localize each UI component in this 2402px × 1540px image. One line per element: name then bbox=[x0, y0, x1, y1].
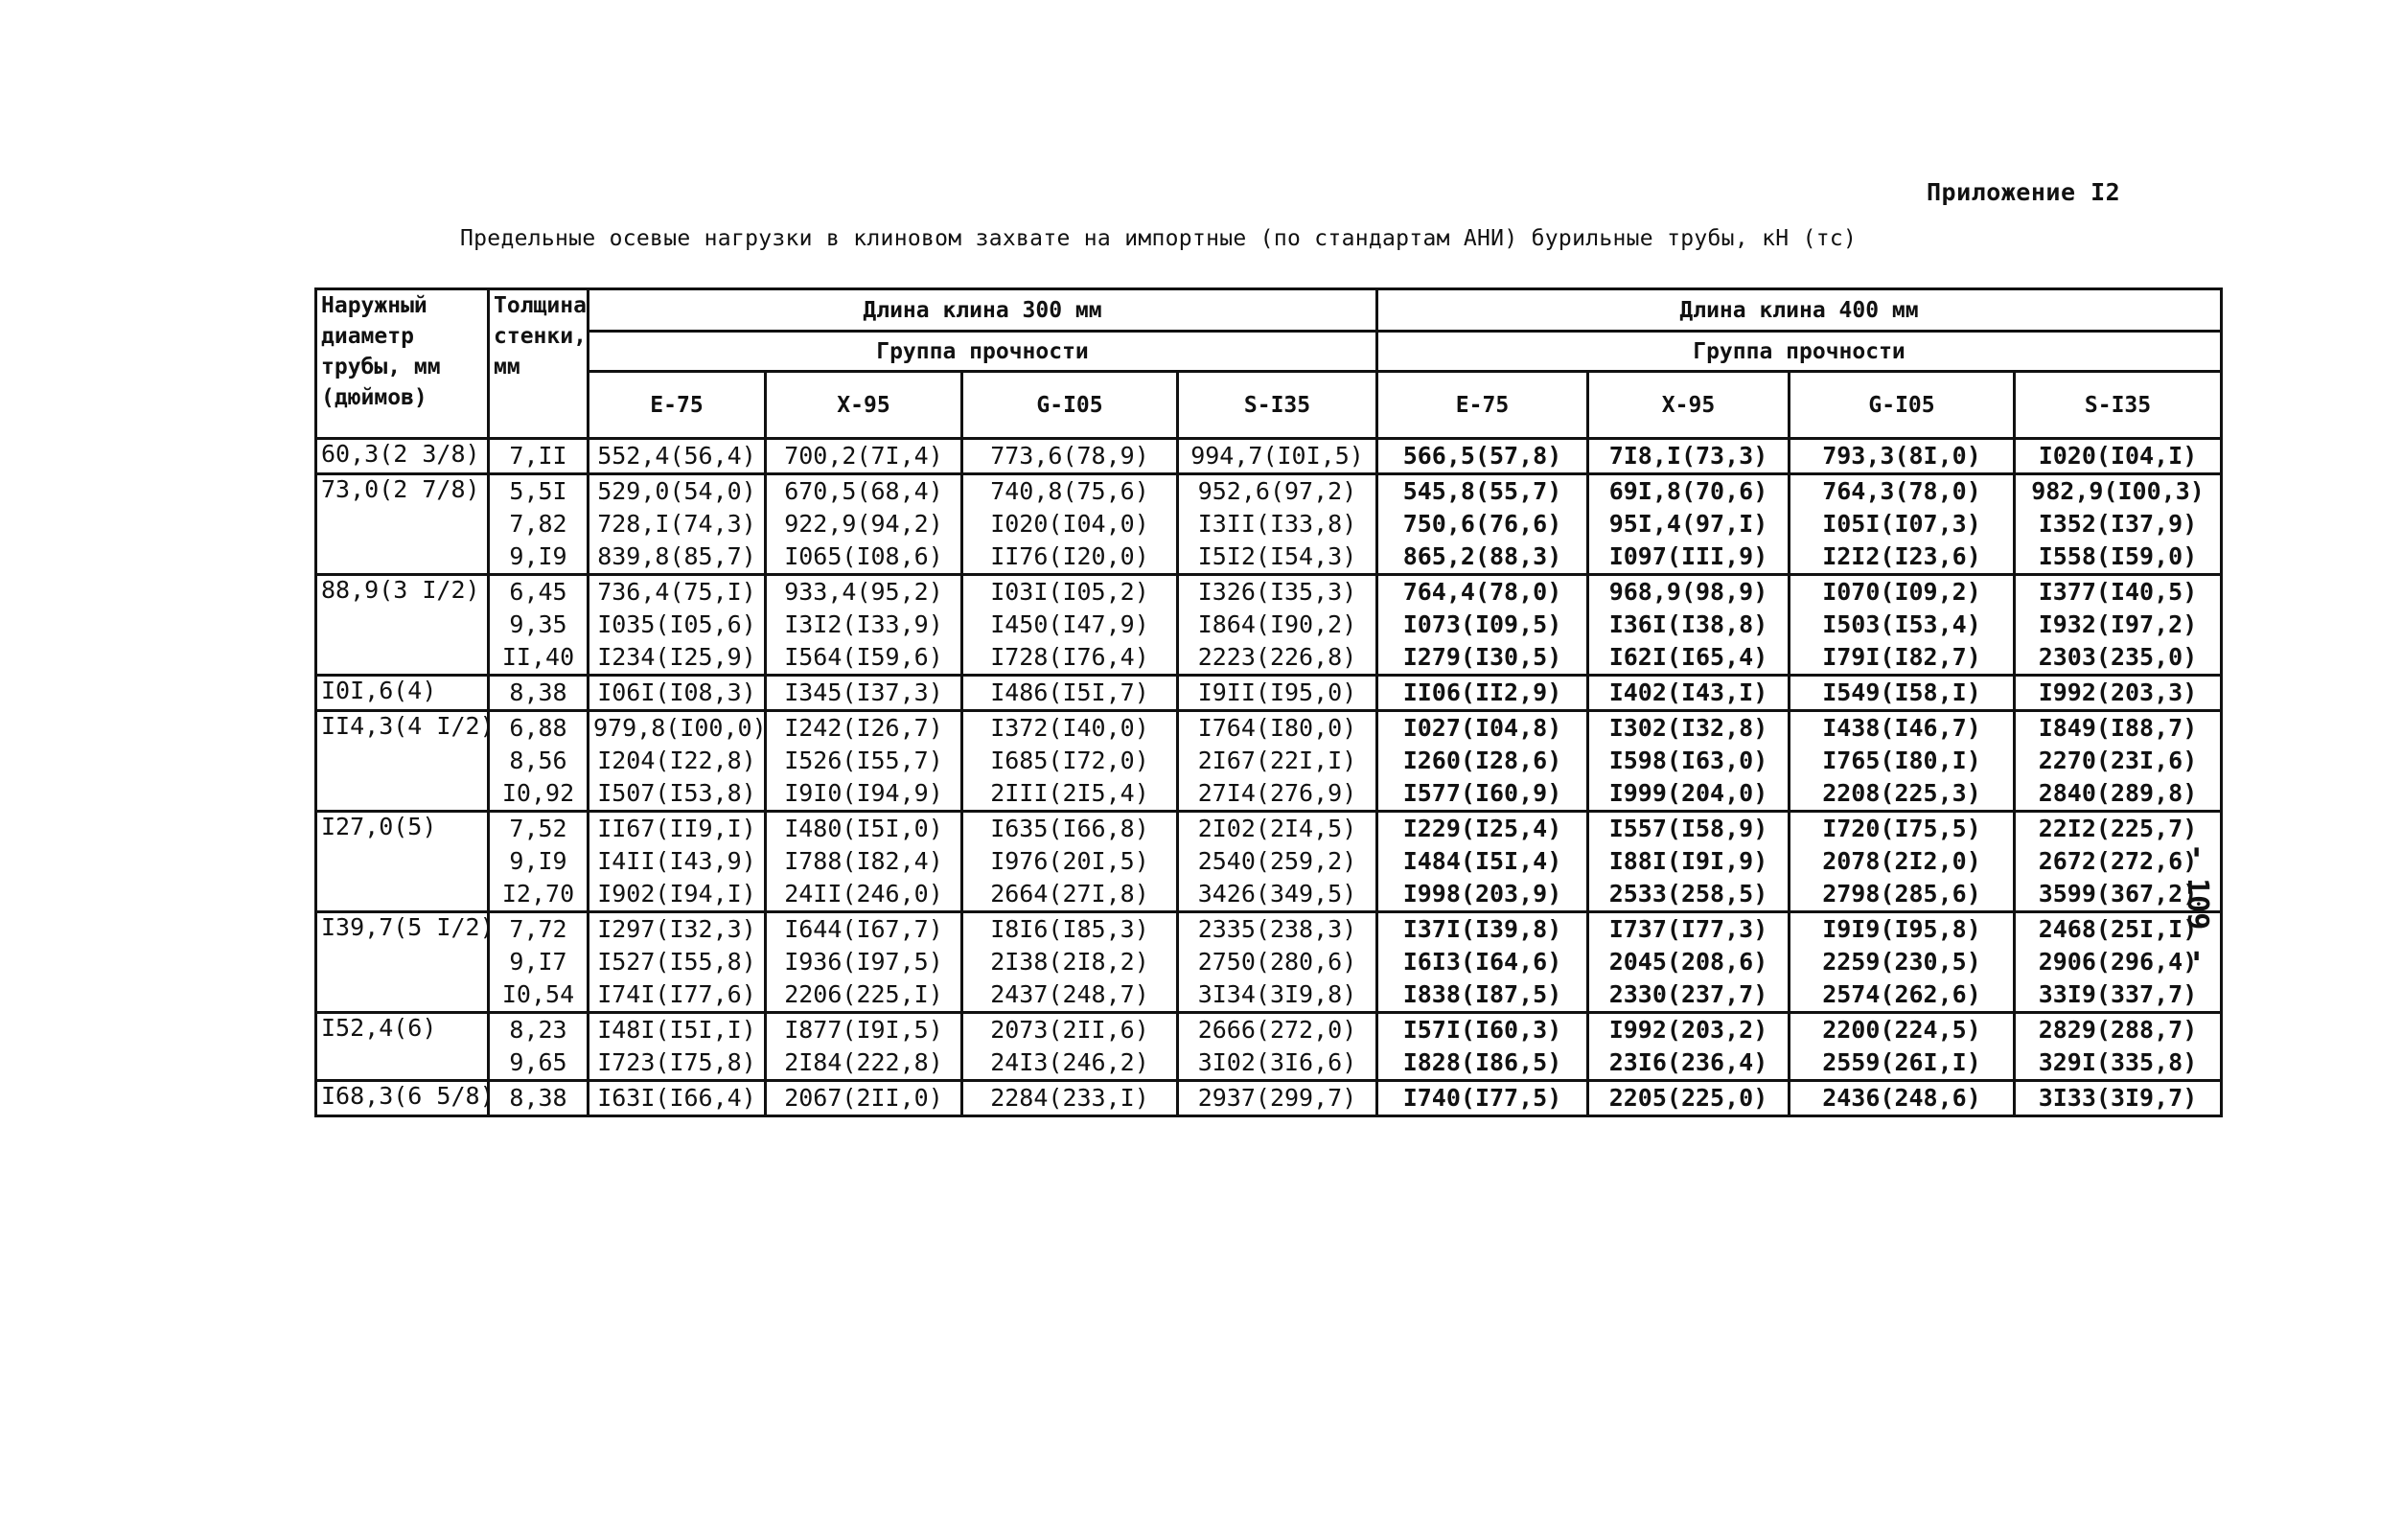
load-value: I507(I53,8) bbox=[597, 779, 756, 807]
load-value: I020(I04,0) bbox=[990, 510, 1149, 538]
load-value-cell bbox=[766, 676, 962, 711]
load-value: I503(I53,4) bbox=[1822, 610, 1981, 638]
load-value-cell bbox=[2015, 1013, 2222, 1081]
appendix-label: Приложение I2 bbox=[1927, 178, 2121, 206]
load-value: 329I(335,8) bbox=[2038, 1048, 2198, 1076]
load-value-cell bbox=[1178, 912, 1377, 1013]
load-value: I05I(I07,3) bbox=[1822, 510, 1981, 538]
load-value: I48I(I5I,I) bbox=[597, 1016, 756, 1044]
load-value: 2559(26I,I) bbox=[1822, 1048, 1981, 1076]
load-value-cell bbox=[1588, 912, 1790, 1013]
wall-thickness-cell bbox=[489, 812, 589, 912]
load-table bbox=[314, 287, 2223, 1117]
load-value: I352(I37,9) bbox=[2038, 510, 2198, 538]
load-value: 2078(2I2,0) bbox=[1822, 847, 1981, 875]
load-value: 2200(224,5) bbox=[1822, 1016, 1981, 1044]
load-value: I62I(I65,4) bbox=[1608, 643, 1768, 671]
load-value: 2073(2II,6) bbox=[990, 1016, 1149, 1044]
load-value: I728(I76,4) bbox=[990, 643, 1149, 671]
load-value: 764,4(78,0) bbox=[1402, 578, 1562, 606]
load-value: I204(I22,8) bbox=[597, 747, 756, 774]
load-value: II67(II9,I) bbox=[597, 815, 756, 842]
load-value: I999(204,0) bbox=[1608, 779, 1768, 807]
load-value-cell bbox=[962, 912, 1178, 1013]
load-value: 2I38(2I8,2) bbox=[990, 948, 1149, 976]
load-value: 740,8(75,6) bbox=[990, 477, 1149, 505]
table-row bbox=[316, 1013, 2222, 1081]
load-value: I438(I46,7) bbox=[1822, 714, 1981, 742]
load-value: I3I2(I33,9) bbox=[784, 610, 943, 638]
load-value: 670,5(68,4) bbox=[784, 477, 943, 505]
load-value-cell bbox=[589, 676, 766, 711]
load-value-cell bbox=[1588, 1081, 1790, 1116]
load-value: I06I(I08,3) bbox=[597, 678, 756, 706]
load-value-cell bbox=[1790, 575, 2015, 676]
wall-thickness-value: 9,I9 bbox=[509, 542, 567, 570]
wall-thickness-value: 6,45 bbox=[509, 578, 567, 606]
load-value: 2750(280,6) bbox=[1197, 948, 1357, 976]
load-value: 22I2(225,7) bbox=[2038, 815, 2198, 842]
load-value-cell bbox=[1588, 575, 1790, 676]
wall-thickness-value: 8,56 bbox=[509, 747, 567, 774]
load-value: 27I4(276,9) bbox=[1197, 779, 1357, 807]
wall-thickness-cell bbox=[489, 439, 589, 474]
load-value: 2540(259,2) bbox=[1197, 847, 1357, 875]
load-value-cell bbox=[1178, 1081, 1377, 1116]
load-value-cell bbox=[2015, 676, 2222, 711]
load-value-cell bbox=[1178, 812, 1377, 912]
load-value-cell bbox=[1790, 1081, 2015, 1116]
load-value: I377(I40,5) bbox=[2038, 578, 2198, 606]
table-row bbox=[316, 439, 2222, 474]
load-value: I9I0(I94,9) bbox=[784, 779, 943, 807]
load-value: 23I6(236,4) bbox=[1608, 1048, 1768, 1076]
load-value: I2I2(I23,6) bbox=[1822, 542, 1981, 570]
wall-thickness-value: 8,38 bbox=[509, 678, 567, 706]
load-value: I36I(I38,8) bbox=[1608, 610, 1768, 638]
wall-thickness-value: 6,88 bbox=[509, 714, 567, 742]
table-row bbox=[316, 912, 2222, 1013]
load-value: 933,4(95,2) bbox=[784, 578, 943, 606]
load-value: 566,5(57,8) bbox=[1402, 442, 1562, 470]
load-value: 968,9(98,9) bbox=[1608, 578, 1768, 606]
wall-thickness-value: 7,II bbox=[509, 442, 567, 470]
load-value-cell bbox=[766, 812, 962, 912]
load-value-cell bbox=[1588, 812, 1790, 912]
wall-thickness-value: 9,I9 bbox=[509, 847, 567, 875]
load-value: 736,4(75,I) bbox=[597, 578, 756, 606]
pipe-diameter-cell: 73,0(2 7/8) bbox=[316, 474, 489, 575]
load-value-cell bbox=[1790, 912, 2015, 1013]
load-value-cell bbox=[766, 1013, 962, 1081]
load-value: I402(I43,I) bbox=[1608, 678, 1768, 706]
load-value: II76(I20,0) bbox=[990, 542, 1149, 570]
load-value: 552,4(56,4) bbox=[597, 442, 756, 470]
table-title: Предельные осевые нагрузки в клиновом захвате на импортные (по стандартам АНИ) бурильные трубы, кН (тс) bbox=[460, 226, 1858, 251]
load-value: 2437(248,7) bbox=[990, 980, 1149, 1008]
load-value: I3II(I33,8) bbox=[1197, 510, 1357, 538]
load-value: 750,6(76,6) bbox=[1402, 510, 1562, 538]
load-value: 839,8(85,7) bbox=[597, 542, 756, 570]
load-value: 2045(208,6) bbox=[1608, 948, 1768, 976]
pipe-diameter-cell: I52,4(6) bbox=[316, 1013, 489, 1081]
load-value: I635(I66,8) bbox=[990, 815, 1149, 842]
header-strength-group-400: Группа прочности bbox=[1377, 332, 2222, 372]
load-value-cell bbox=[962, 812, 1178, 912]
grade-header: Х-95 bbox=[1588, 372, 1790, 439]
load-value: 773,6(78,9) bbox=[990, 442, 1149, 470]
wall-thickness-value: 7,72 bbox=[509, 915, 567, 943]
load-value: 700,2(7I,4) bbox=[784, 442, 943, 470]
load-value: I9II(I95,0) bbox=[1197, 678, 1357, 706]
load-value-cell bbox=[766, 474, 962, 575]
load-value: I065(I08,6) bbox=[784, 542, 943, 570]
load-value-cell bbox=[1588, 1013, 1790, 1081]
load-value-cell bbox=[962, 474, 1178, 575]
wall-thickness-cell bbox=[489, 711, 589, 812]
load-value-cell bbox=[766, 575, 962, 676]
load-value: 3426(349,5) bbox=[1197, 880, 1357, 908]
load-value: I326(I35,3) bbox=[1197, 578, 1357, 606]
load-value-cell bbox=[1377, 1013, 1588, 1081]
load-value: I480(I5I,0) bbox=[784, 815, 943, 842]
load-value-cell bbox=[766, 439, 962, 474]
load-value: I976(20I,5) bbox=[990, 847, 1149, 875]
load-value-cell bbox=[1588, 474, 1790, 575]
load-value: I372(I40,0) bbox=[990, 714, 1149, 742]
load-value-cell bbox=[962, 676, 1178, 711]
load-value-cell bbox=[1790, 812, 2015, 912]
load-value: I828(I86,5) bbox=[1402, 1048, 1562, 1076]
load-value: 2III(2I5,4) bbox=[990, 779, 1149, 807]
load-value: I302(I32,8) bbox=[1608, 714, 1768, 742]
load-value-cell bbox=[2015, 711, 2222, 812]
table-row bbox=[316, 676, 2222, 711]
load-value-cell bbox=[1790, 474, 2015, 575]
page-number: - 109 - bbox=[2181, 843, 2214, 965]
header-wedge-300: Длина клина 300 мм bbox=[589, 289, 1377, 332]
load-value-cell bbox=[1377, 812, 1588, 912]
load-value: I450(I47,9) bbox=[990, 610, 1149, 638]
load-value-cell bbox=[1790, 711, 2015, 812]
load-value-cell bbox=[1178, 575, 1377, 676]
load-value: 2672(272,6) bbox=[2038, 847, 2198, 875]
load-value: 2270(23I,6) bbox=[2038, 747, 2198, 774]
load-value: I242(I26,7) bbox=[784, 714, 943, 742]
load-value: 2303(235,0) bbox=[2038, 643, 2198, 671]
load-value-cell bbox=[1377, 575, 1588, 676]
load-value-cell bbox=[1790, 1013, 2015, 1081]
load-value-cell bbox=[766, 711, 962, 812]
grade-header: Х-95 bbox=[766, 372, 962, 439]
load-value: I740(I77,5) bbox=[1402, 1084, 1562, 1112]
load-value: I097(III,9) bbox=[1608, 542, 1768, 570]
load-value: I723(I75,8) bbox=[597, 1048, 756, 1076]
load-value-cell bbox=[589, 1081, 766, 1116]
load-value-cell bbox=[1178, 439, 1377, 474]
wall-thickness-value: 9,35 bbox=[509, 610, 567, 638]
load-value: I070(I09,2) bbox=[1822, 578, 1981, 606]
load-value: I849(I88,7) bbox=[2038, 714, 2198, 742]
pipe-diameter-cell: I0I,6(4) bbox=[316, 676, 489, 711]
wall-thickness-value: 7,82 bbox=[509, 510, 567, 538]
load-value: 2284(233,I) bbox=[990, 1084, 1149, 1112]
wall-thickness-cell bbox=[489, 1013, 589, 1081]
grade-header: G-I05 bbox=[1790, 372, 2015, 439]
load-value: 69I,8(70,6) bbox=[1608, 477, 1768, 505]
load-value-cell bbox=[962, 1081, 1178, 1116]
load-value-cell bbox=[1588, 676, 1790, 711]
load-value-cell bbox=[1588, 439, 1790, 474]
grade-header: Е-75 bbox=[589, 372, 766, 439]
load-value: 2664(27I,8) bbox=[990, 880, 1149, 908]
load-value: 2330(237,7) bbox=[1608, 980, 1768, 1008]
load-value-cell bbox=[1377, 474, 1588, 575]
load-value: 922,9(94,2) bbox=[784, 510, 943, 538]
load-value: I229(I25,4) bbox=[1402, 815, 1562, 842]
load-value: 2829(288,7) bbox=[2038, 1016, 2198, 1044]
load-value: 979,8(I00,0) bbox=[593, 714, 767, 742]
load-value: I765(I80,I) bbox=[1822, 747, 1981, 774]
load-value: 2666(272,0) bbox=[1197, 1016, 1357, 1044]
load-value: I577(I60,9) bbox=[1402, 779, 1562, 807]
load-value-cell bbox=[962, 711, 1178, 812]
wall-thickness-value: 5,5I bbox=[509, 477, 567, 505]
pipe-diameter-cell: 60,3(2 3/8) bbox=[316, 439, 489, 474]
load-value: I992(203,3) bbox=[2038, 678, 2198, 706]
load-value-cell bbox=[1377, 912, 1588, 1013]
load-value-cell bbox=[1377, 676, 1588, 711]
pipe-diameter-cell: I39,7(5 I/2) bbox=[316, 912, 489, 1013]
load-value: I37I(I39,8) bbox=[1402, 915, 1562, 943]
load-value: I03I(I05,2) bbox=[990, 578, 1149, 606]
load-value: 24I3(246,2) bbox=[990, 1048, 1149, 1076]
header-thickness: Толщина стенки, мм bbox=[489, 289, 589, 439]
load-value: I936(I97,5) bbox=[784, 948, 943, 976]
load-value-cell bbox=[766, 1081, 962, 1116]
load-value: I79I(I82,7) bbox=[1822, 643, 1981, 671]
load-value: 24II(246,0) bbox=[784, 880, 943, 908]
load-value-cell bbox=[1790, 439, 2015, 474]
load-value: I8I6(I85,3) bbox=[990, 915, 1149, 943]
load-value: I4II(I43,9) bbox=[597, 847, 756, 875]
wall-thickness-value: I0,92 bbox=[501, 779, 575, 807]
load-value-cell bbox=[1588, 711, 1790, 812]
load-value: 2798(285,6) bbox=[1822, 880, 1981, 908]
load-value: I020(I04,I) bbox=[2038, 442, 2198, 470]
load-value: I57I(I60,3) bbox=[1402, 1016, 1562, 1044]
load-value: 7I8,I(73,3) bbox=[1608, 442, 1768, 470]
load-value: I297(I32,3) bbox=[597, 915, 756, 943]
load-value-cell bbox=[2015, 575, 2222, 676]
load-value: 545,8(55,7) bbox=[1402, 477, 1562, 505]
load-value: I073(I09,5) bbox=[1402, 610, 1562, 638]
pipe-diameter-cell: II4,3(4 I/2) bbox=[316, 711, 489, 812]
load-value: I526(I55,7) bbox=[784, 747, 943, 774]
load-value-cell bbox=[589, 1013, 766, 1081]
load-value-cell bbox=[589, 812, 766, 912]
load-value: I877(I9I,5) bbox=[784, 1016, 943, 1044]
load-value-cell bbox=[1178, 474, 1377, 575]
wall-thickness-value: II,40 bbox=[501, 643, 575, 671]
load-value: I992(203,2) bbox=[1608, 1016, 1768, 1044]
load-value: 2533(258,5) bbox=[1608, 880, 1768, 908]
load-value-cell bbox=[2015, 439, 2222, 474]
load-value-cell bbox=[962, 1013, 1178, 1081]
load-value: 2436(248,6) bbox=[1822, 1084, 1981, 1112]
load-value: 952,6(97,2) bbox=[1197, 477, 1357, 505]
load-value: 2I67(22I,I) bbox=[1197, 747, 1357, 774]
load-value-cell bbox=[1178, 1013, 1377, 1081]
load-value: I5I2(I54,3) bbox=[1197, 542, 1357, 570]
load-value-cell bbox=[589, 474, 766, 575]
pipe-diameter-cell: I68,3(6 5/8) bbox=[316, 1081, 489, 1116]
load-value-cell bbox=[2015, 1081, 2222, 1116]
load-value: I998(203,9) bbox=[1402, 880, 1562, 908]
load-value-cell bbox=[962, 439, 1178, 474]
load-value-cell bbox=[1377, 1081, 1588, 1116]
load-value: I764(I80,0) bbox=[1197, 714, 1357, 742]
load-value-cell bbox=[589, 439, 766, 474]
load-value: 3599(367,2) bbox=[2038, 880, 2198, 908]
load-value: I864(I90,2) bbox=[1197, 610, 1357, 638]
load-value: 2335(238,3) bbox=[1197, 915, 1357, 943]
load-value-cell bbox=[1377, 711, 1588, 812]
load-value: I564(I59,6) bbox=[784, 643, 943, 671]
load-value: 2205(225,0) bbox=[1608, 1084, 1768, 1112]
load-value: I486(I5I,7) bbox=[990, 678, 1149, 706]
load-value: I737(I77,3) bbox=[1608, 915, 1768, 943]
load-value-cell bbox=[1178, 676, 1377, 711]
load-value: II06(II2,9) bbox=[1402, 678, 1562, 706]
load-value: 728,I(74,3) bbox=[597, 510, 756, 538]
header-strength-group-300: Группа прочности bbox=[589, 332, 1377, 372]
load-value-cell bbox=[589, 711, 766, 812]
load-value: I557(I58,9) bbox=[1608, 815, 1768, 842]
wall-thickness-value: I0,54 bbox=[501, 980, 575, 1008]
load-value-cell bbox=[1178, 711, 1377, 812]
load-value: 3I02(3I6,6) bbox=[1197, 1048, 1357, 1076]
pipe-diameter-cell: I27,0(5) bbox=[316, 812, 489, 912]
load-value: 529,0(54,0) bbox=[597, 477, 756, 505]
wall-thickness-value: 8,23 bbox=[509, 1016, 567, 1044]
load-value: 2259(230,5) bbox=[1822, 948, 1981, 976]
load-value: I260(I28,6) bbox=[1402, 747, 1562, 774]
load-value: 764,3(78,0) bbox=[1822, 477, 1981, 505]
load-value: 2067(2II,0) bbox=[784, 1084, 943, 1112]
load-value: 865,2(88,3) bbox=[1402, 542, 1562, 570]
load-value: I549(I58,I) bbox=[1822, 678, 1981, 706]
load-value-cell bbox=[589, 912, 766, 1013]
load-value-cell bbox=[962, 575, 1178, 676]
load-value: 2468(25I,I) bbox=[2038, 915, 2198, 943]
table-header bbox=[316, 289, 2222, 439]
load-value: 994,7(I0I,5) bbox=[1190, 442, 1364, 470]
load-value: I63I(I66,4) bbox=[597, 1084, 756, 1112]
load-value: I720(I75,5) bbox=[1822, 815, 1981, 842]
table-row bbox=[316, 711, 2222, 812]
grade-header: S-I35 bbox=[2015, 372, 2222, 439]
wall-thickness-value: 7,52 bbox=[509, 815, 567, 842]
load-value: 2208(225,3) bbox=[1822, 779, 1981, 807]
wall-thickness-cell bbox=[489, 474, 589, 575]
load-value-cell bbox=[1377, 439, 1588, 474]
table-row bbox=[316, 1081, 2222, 1116]
wall-thickness-value: I2,70 bbox=[501, 880, 575, 908]
wall-thickness-cell bbox=[489, 676, 589, 711]
load-value: I6I3(I64,6) bbox=[1402, 948, 1562, 976]
grade-header: Е-75 bbox=[1377, 372, 1588, 439]
load-value: 793,3(8I,0) bbox=[1822, 442, 1981, 470]
load-value: 2937(299,7) bbox=[1197, 1084, 1357, 1112]
grade-header: S-I35 bbox=[1178, 372, 1377, 439]
load-value: I88I(I9I,9) bbox=[1608, 847, 1768, 875]
load-value: I234(I25,9) bbox=[597, 643, 756, 671]
load-value-cell bbox=[2015, 912, 2222, 1013]
load-value: 33I9(337,7) bbox=[2038, 980, 2198, 1008]
load-value: I685(I72,0) bbox=[990, 747, 1149, 774]
load-value: I932(I97,2) bbox=[2038, 610, 2198, 638]
header-wedge-400: Длина клина 400 мм bbox=[1377, 289, 2222, 332]
load-value-cell bbox=[1790, 676, 2015, 711]
load-value: 95I,4(97,I) bbox=[1608, 510, 1768, 538]
load-value: I279(I30,5) bbox=[1402, 643, 1562, 671]
load-value: I902(I94,I) bbox=[597, 880, 756, 908]
grade-header: G-I05 bbox=[962, 372, 1178, 439]
table-row bbox=[316, 474, 2222, 575]
wall-thickness-value: 9,I7 bbox=[509, 948, 567, 976]
wall-thickness-value: 8,38 bbox=[509, 1084, 567, 1112]
load-value-cell bbox=[589, 575, 766, 676]
load-value: I644(I67,7) bbox=[784, 915, 943, 943]
load-value: 2223(226,8) bbox=[1197, 643, 1357, 671]
pipe-diameter-cell: 88,9(3 I/2) bbox=[316, 575, 489, 676]
load-value: I527(I55,8) bbox=[597, 948, 756, 976]
load-value-cell bbox=[766, 912, 962, 1013]
load-value: I558(I59,0) bbox=[2038, 542, 2198, 570]
load-value: I74I(I77,6) bbox=[597, 980, 756, 1008]
wall-thickness-cell bbox=[489, 912, 589, 1013]
table-body bbox=[316, 439, 2222, 1116]
wall-thickness-cell bbox=[489, 575, 589, 676]
load-value: 2I02(2I4,5) bbox=[1197, 815, 1357, 842]
load-value: I484(I5I,4) bbox=[1402, 847, 1562, 875]
load-value: 982,9(I00,3) bbox=[2031, 477, 2205, 505]
wall-thickness-cell bbox=[489, 1081, 589, 1116]
load-value: I345(I37,3) bbox=[784, 678, 943, 706]
header-diameter: Наружный диаметр трубы, мм (дюймов) bbox=[316, 289, 489, 439]
load-value: 2I84(222,8) bbox=[784, 1048, 943, 1076]
load-value: 3I34(3I9,8) bbox=[1197, 980, 1357, 1008]
load-value: 2840(289,8) bbox=[2038, 779, 2198, 807]
wall-thickness-value: 9,65 bbox=[509, 1048, 567, 1076]
load-value: I9I9(I95,8) bbox=[1822, 915, 1981, 943]
load-value: I598(I63,0) bbox=[1608, 747, 1768, 774]
table-row bbox=[316, 575, 2222, 676]
load-value: I788(I82,4) bbox=[784, 847, 943, 875]
load-value: I027(I04,8) bbox=[1402, 714, 1562, 742]
load-value-cell bbox=[2015, 474, 2222, 575]
load-value: 2906(296,4) bbox=[2038, 948, 2198, 976]
load-value-cell bbox=[2015, 812, 2222, 912]
table-row bbox=[316, 812, 2222, 912]
load-value: 3I33(3I9,7) bbox=[2038, 1084, 2198, 1112]
load-value: I838(I87,5) bbox=[1402, 980, 1562, 1008]
load-value: I035(I05,6) bbox=[597, 610, 756, 638]
load-value: 2206(225,I) bbox=[784, 980, 943, 1008]
load-value: 2574(262,6) bbox=[1822, 980, 1981, 1008]
